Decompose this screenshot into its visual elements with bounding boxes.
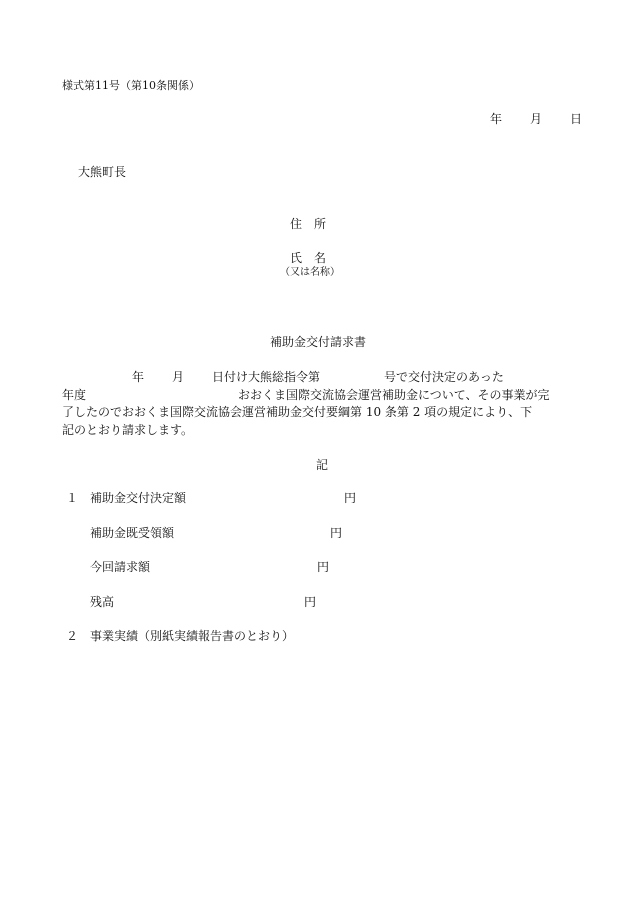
name-note: （又は名称） — [280, 267, 340, 278]
date-day-label: 日 — [570, 112, 583, 126]
address-label: 住 所 — [290, 217, 327, 231]
ki-heading: 記 — [316, 458, 329, 472]
item-2-number: ２ — [66, 629, 79, 643]
item-1-number: １ — [66, 491, 79, 505]
item-row-unit: 円 — [344, 491, 357, 505]
document-title: 補助金交付請求書 — [270, 335, 367, 349]
item-row-unit: 円 — [317, 560, 330, 574]
item-row-label: 残高 — [90, 595, 115, 609]
item-row-unit: 円 — [330, 526, 343, 540]
body-fiscal-year-label: 年度 — [62, 388, 87, 402]
body-subsidy-text: おおくま国際交流協会運営補助金について、その事業が完 — [238, 388, 550, 402]
body-request-text: 記のとおり請求します。 — [62, 423, 194, 437]
date-month-label: 月 — [530, 112, 543, 126]
item-row-label: 今回請求額 — [90, 560, 151, 574]
body-completion-text: 了したのでおおくま国際交流協会運営補助金交付要綱第 10 条第 2 項の規定により、下 — [62, 405, 533, 419]
item-row-label: 補助金交付決定額 — [90, 491, 187, 505]
body-month-label: 月 — [172, 370, 185, 384]
addressee: 大熊町長 — [78, 165, 127, 179]
date-year-label: 年 — [490, 112, 503, 126]
body-decision-text: 号で交付決定のあった — [384, 370, 504, 384]
item-2-label: 事業実績（別紙実績報告書のとおり） — [90, 629, 295, 643]
form-id: 様式第11号（第10条関係） — [62, 79, 200, 92]
item-row-label: 補助金既受領額 — [90, 526, 175, 540]
body-directive-text: 日付け大熊総指令第 — [212, 370, 321, 384]
item-row-unit: 円 — [304, 595, 317, 609]
name-label: 氏 名 — [290, 251, 327, 265]
body-year-label: 年 — [132, 370, 145, 384]
